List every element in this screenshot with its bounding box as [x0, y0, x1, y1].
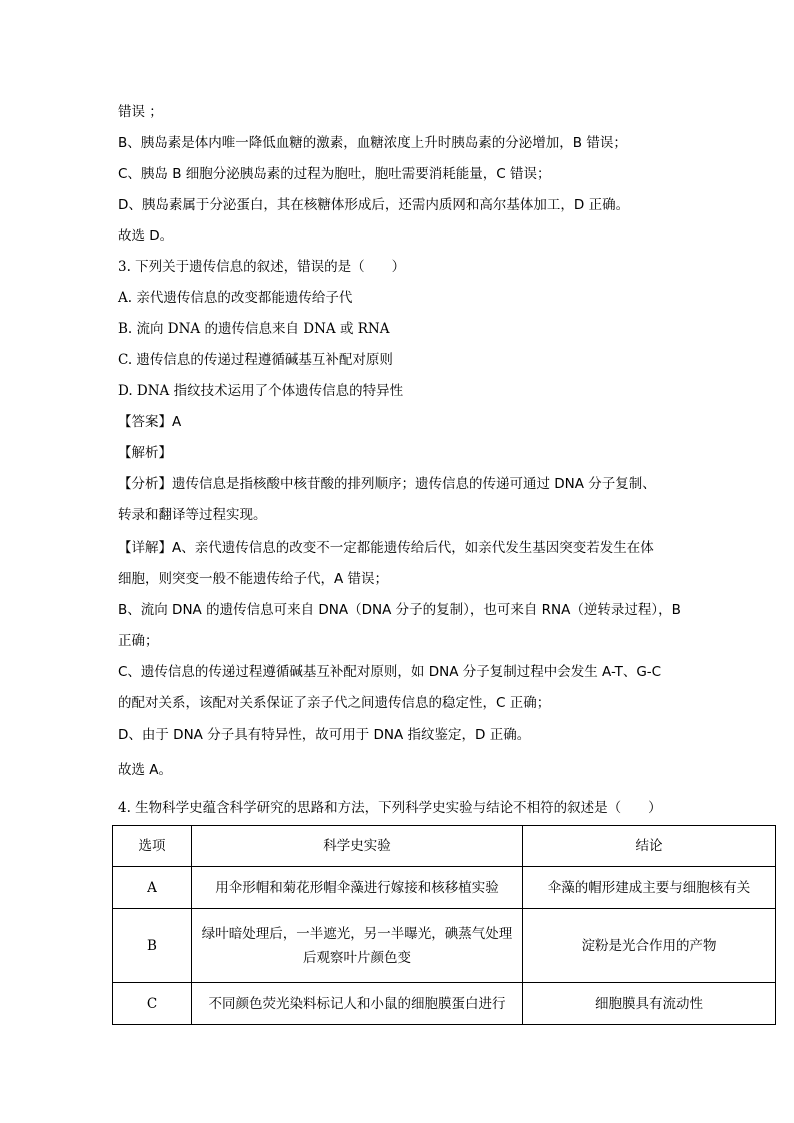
- table-cell: 伞藻的帽形建成主要与细胞核有关: [523, 867, 776, 909]
- text-line: 故选 A。: [118, 762, 173, 778]
- option-c: C. 遗传信息的传递过程遵循碱基互补配对原则: [118, 352, 393, 368]
- text-line: 细胞，则突变一般不能遗传给子代，A 错误；: [118, 571, 389, 587]
- text-line: 【详解】A、亲代遗传信息的改变不一定都能遗传给后代，如亲代发生基因突变若发生在体: [118, 540, 654, 556]
- text-line: 正确；: [118, 633, 159, 649]
- text-line: C、胰岛 B 细胞分泌胰岛素的过程为胞吐，胞吐需要消耗能量，C 错误；: [118, 166, 551, 182]
- table-cell: A: [113, 867, 192, 909]
- text-line: 错误 ；: [118, 104, 163, 120]
- table-cell: 细胞膜具有流动性: [523, 983, 776, 1025]
- option-a: A. 亲代遗传信息的改变都能遗传给子代: [118, 290, 353, 306]
- question-title: 3. 下列关于遗传信息的叙述，错误的是（ ）: [118, 259, 406, 275]
- table-row: [113, 867, 776, 909]
- table-cell: 淀粉是光合作用的产物: [523, 909, 776, 983]
- table-header: 科学史实验: [192, 826, 523, 867]
- table-row: [113, 983, 776, 1025]
- text-line: 的配对关系，该配对关系保证了亲子代之间遗传信息的稳定性，C 正确；: [118, 695, 551, 711]
- option-b: B. 流向 DNA 的遗传信息来自 DNA 或 RNA: [118, 321, 390, 337]
- answer-label: 【答案】A: [118, 414, 182, 430]
- text-line: B、胰岛素是体内唯一降低血糖的激素，血糖浓度上升时胰岛素的分泌增加，B 错误；: [118, 135, 627, 151]
- table-cell: C: [113, 983, 192, 1025]
- table-cell: B: [113, 909, 192, 983]
- table-cell: 不同颜色荧光染料标记人和小鼠的细胞膜蛋白进行: [192, 983, 523, 1025]
- text-line: 故选 D。: [118, 228, 174, 244]
- table-header: 选项: [113, 826, 192, 867]
- table-row: [113, 909, 776, 983]
- table-cell: 绿叶暗处理后，一半遮光，另一半曝光，碘蒸气处理后观察叶片颜色变: [192, 909, 523, 983]
- analysis-heading: 【解析】: [118, 445, 172, 461]
- text-line: D、由于 DNA 分子具有特异性，故可用于 DNA 指纹鉴定，D 正确。: [118, 727, 531, 743]
- text-line: 【分析】遗传信息是指核酸中核苷酸的排列顺序；遗传信息的传递可通过 DNA 分子复制、: [118, 476, 656, 492]
- text-line: C、遗传信息的传递过程遵循碱基互补配对原则，如 DNA 分子复制过程中会发生 A-T、G-C: [118, 664, 662, 680]
- text-line: B、流向 DNA 的遗传信息可来自 DNA（DNA 分子的复制），也可来自 RNA（逆转录过程），B: [118, 602, 681, 618]
- text-line: D、胰岛素属于分泌蛋白，其在核糖体形成后，还需内质网和高尔基体加工，D 正确。: [118, 197, 630, 213]
- table-header-row: [113, 826, 776, 867]
- option-d: D. DNA 指纹技术运用了个体遗传信息的特异性: [118, 383, 404, 399]
- experiment-table: [112, 825, 776, 1025]
- text-line: 转录和翻译等过程实现。: [118, 507, 267, 523]
- table-header: 结论: [523, 826, 776, 867]
- table-cell: 用伞形帽和菊花形帽伞藻进行嫁接和核移植实验: [192, 867, 523, 909]
- question-title: 4. 生物科学史蕴含科学研究的思路和方法，下列科学史实验与结论不相符的叙述是（ ）: [118, 800, 662, 816]
